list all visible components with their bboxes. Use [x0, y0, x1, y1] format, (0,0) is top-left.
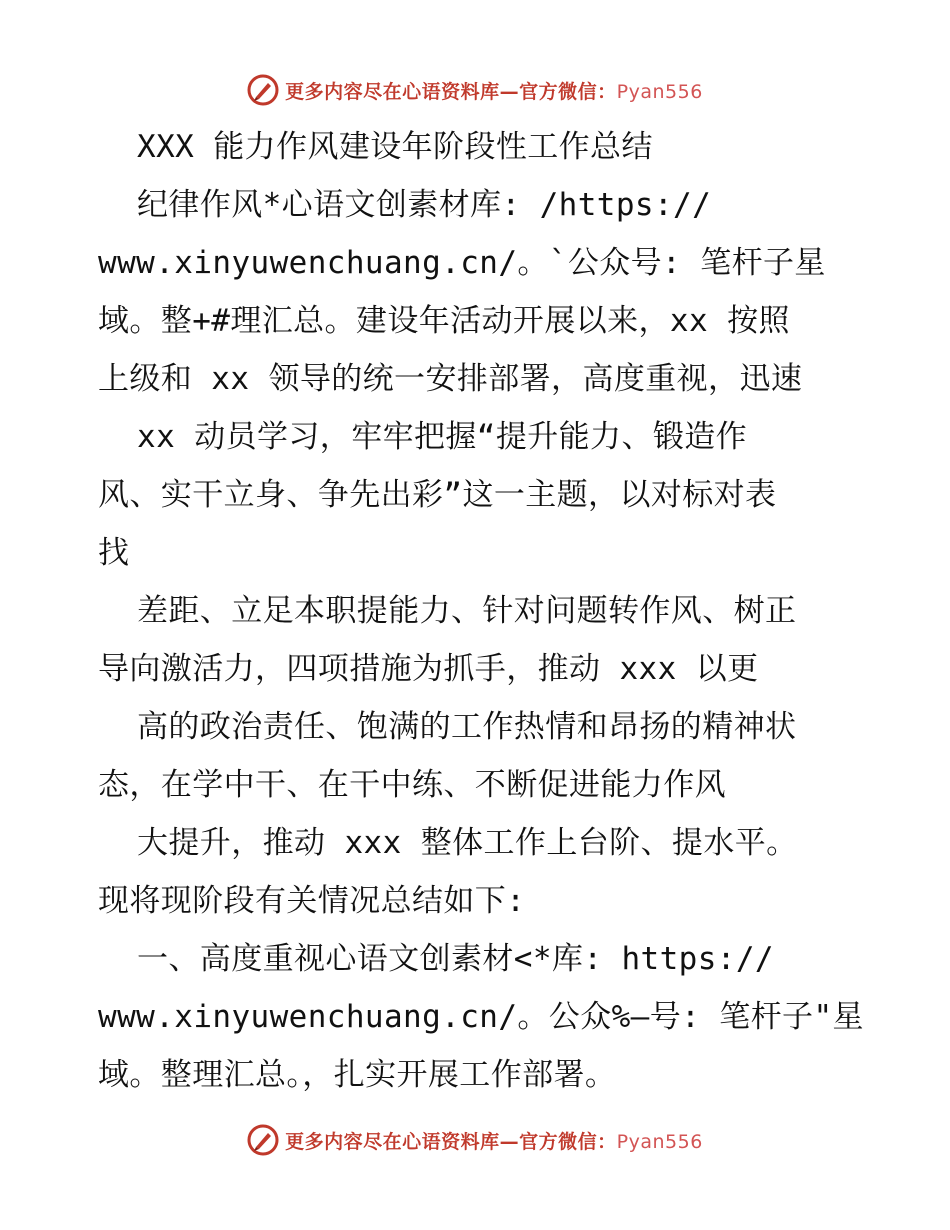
- banner-text: [285, 77, 703, 104]
- document-title: XXX 能力作风建设年阶段性工作总结: [137, 129, 653, 165]
- text-line: www.xinyuwenchuang.cn/。公众%—号: 笔杆子"星: [98, 999, 864, 1035]
- text-line: xx 动员学习，牢牢把握“提升能力、锻造作: [137, 419, 748, 455]
- footer-banner: [0, 1120, 950, 1160]
- banner-handle: Pyan556: [616, 1130, 703, 1153]
- text-line: 大提升，推动 xxx 整体工作上台阶、提水平。: [137, 825, 798, 861]
- pen-logo-icon: [247, 1124, 279, 1156]
- text-line: 态，在学中干、在干中练、不断促进能力作风: [98, 767, 726, 803]
- pen-logo-icon: [247, 74, 279, 106]
- text-line: www.xinyuwenchuang.cn/。`公众号: 笔杆子星: [98, 245, 826, 281]
- banner-label: 更多内容尽在心语资料库—官方微信：: [285, 1130, 617, 1153]
- text-line: 上级和 xx 领导的统一安排部署，高度重视，迅速: [98, 361, 803, 397]
- section-heading: 一、高度重视心语文创素材<*库: https://: [137, 941, 774, 977]
- text-line: 高的政治责任、饱满的工作热情和昂扬的精神状: [137, 709, 797, 745]
- banner-label: 更多内容尽在心语资料库—官方微信：: [285, 80, 617, 103]
- header-banner: [0, 70, 950, 110]
- text-line: 导向激活力，四项措施为抓手，推动 xxx 以更: [98, 651, 759, 687]
- text-line: 差距、立足本职提能力、针对问题转作风、树正: [137, 593, 797, 629]
- banner-handle: Pyan556: [616, 80, 703, 103]
- text-line: 域。整+#理汇总。建设年活动开展以来，xx 按照: [98, 303, 790, 339]
- text-line: 现将现阶段有关情况总结如下:: [98, 883, 526, 919]
- text-line: 纪律作风*心语文创素材库: /https://: [137, 187, 712, 223]
- text-line: 找: [98, 535, 130, 571]
- text-line: 域。整理汇总。，扎实开展工作部署。: [98, 1057, 617, 1093]
- banner-text: [285, 1127, 703, 1154]
- text-line: 风、实干立身、争先出彩”这一主题，以对标对表: [98, 477, 777, 513]
